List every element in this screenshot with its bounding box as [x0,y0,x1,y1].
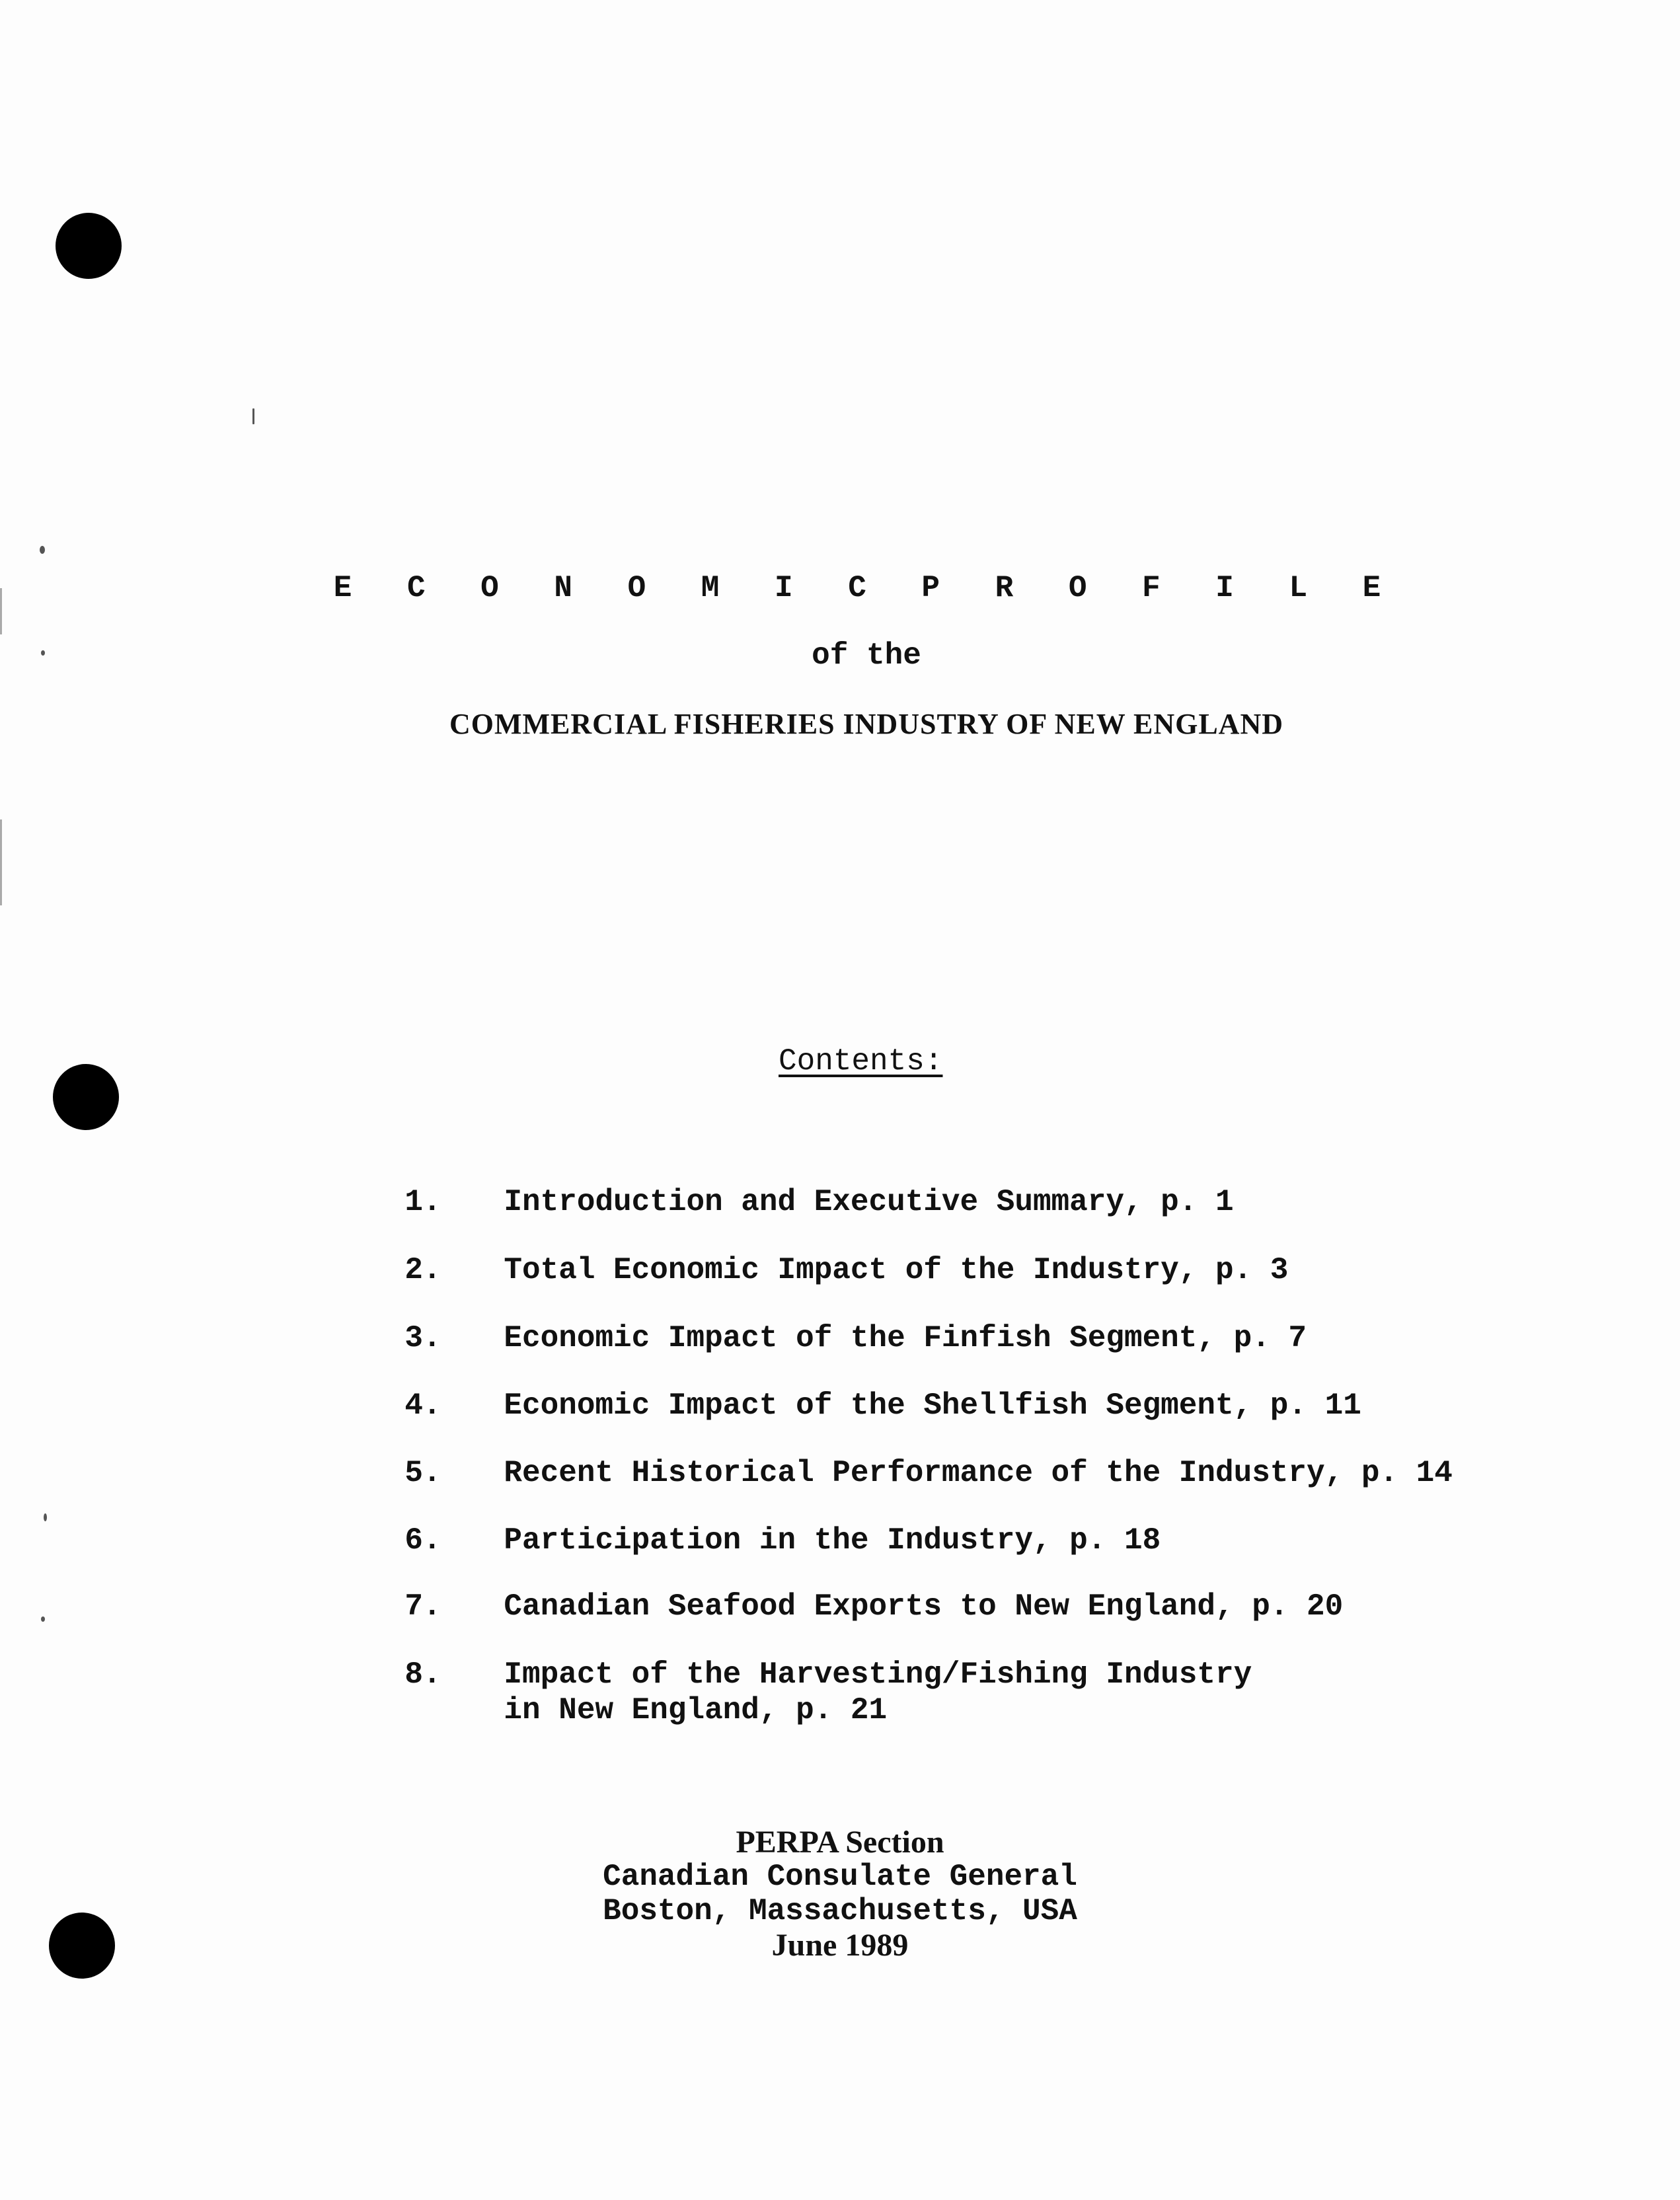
toc-item-number: 5. [404,1456,441,1490]
footer-section: PERPA Section [736,1825,944,1860]
contents-heading: Contents: [779,1044,943,1079]
scan-speck [44,1513,47,1521]
toc-item-text: Recent Historical Performance of the Industry, p. 14 [504,1456,1453,1490]
document-subtitle: COMMERCIAL FISHERIES INDUSTRY OF NEW ENGLAND [449,708,1283,740]
toc-item-number: 7. [404,1589,441,1624]
toc-item-number: 3. [404,1321,441,1355]
scan-speck [252,408,254,424]
toc-item-text: Canadian Seafood Exports to New England, p. 20 [504,1589,1344,1624]
scan-edge-mark [0,819,2,905]
toc-item-text: Participation in the Industry, p. 18 [504,1523,1161,1558]
document-footer [0,1825,1680,1963]
footer-location: Boston, Massachusetts, USA [603,1894,1077,1928]
toc-item-number: 6. [404,1523,441,1558]
punch-hole [53,1064,119,1130]
toc-item-text: Introduction and Executive Summary, p. 1 [504,1185,1234,1219]
document-title: E C O N O M I C P R O F I L E [333,571,1400,605]
toc-item-text: Economic Impact of the Shellfish Segment, p. 11 [504,1388,1361,1423]
punch-hole [56,213,122,279]
toc-item-number: 1. [404,1185,441,1219]
toc-item-text: Economic Impact of the Finfish Segment, p. 7 [504,1321,1307,1355]
footer-date: June 1989 [771,1928,909,1963]
scan-speck [41,1616,45,1622]
toc-item-number: 4. [404,1388,441,1423]
toc-item-text: Impact of the Harvesting/Fishing Industry in New England, p. 21 [504,1657,1252,1727]
toc-item-number: 2. [404,1253,441,1287]
toc-item [332,1621,1252,1764]
toc-item-number: 8. [404,1657,441,1692]
footer-organization: Canadian Consulate General [603,1860,1077,1894]
document-title-connector: of the [812,638,921,673]
scan-edge-mark [0,588,2,634]
toc-item-text: Total Economic Impact of the Industry, p. 3 [504,1253,1289,1287]
scan-speck [40,546,45,554]
